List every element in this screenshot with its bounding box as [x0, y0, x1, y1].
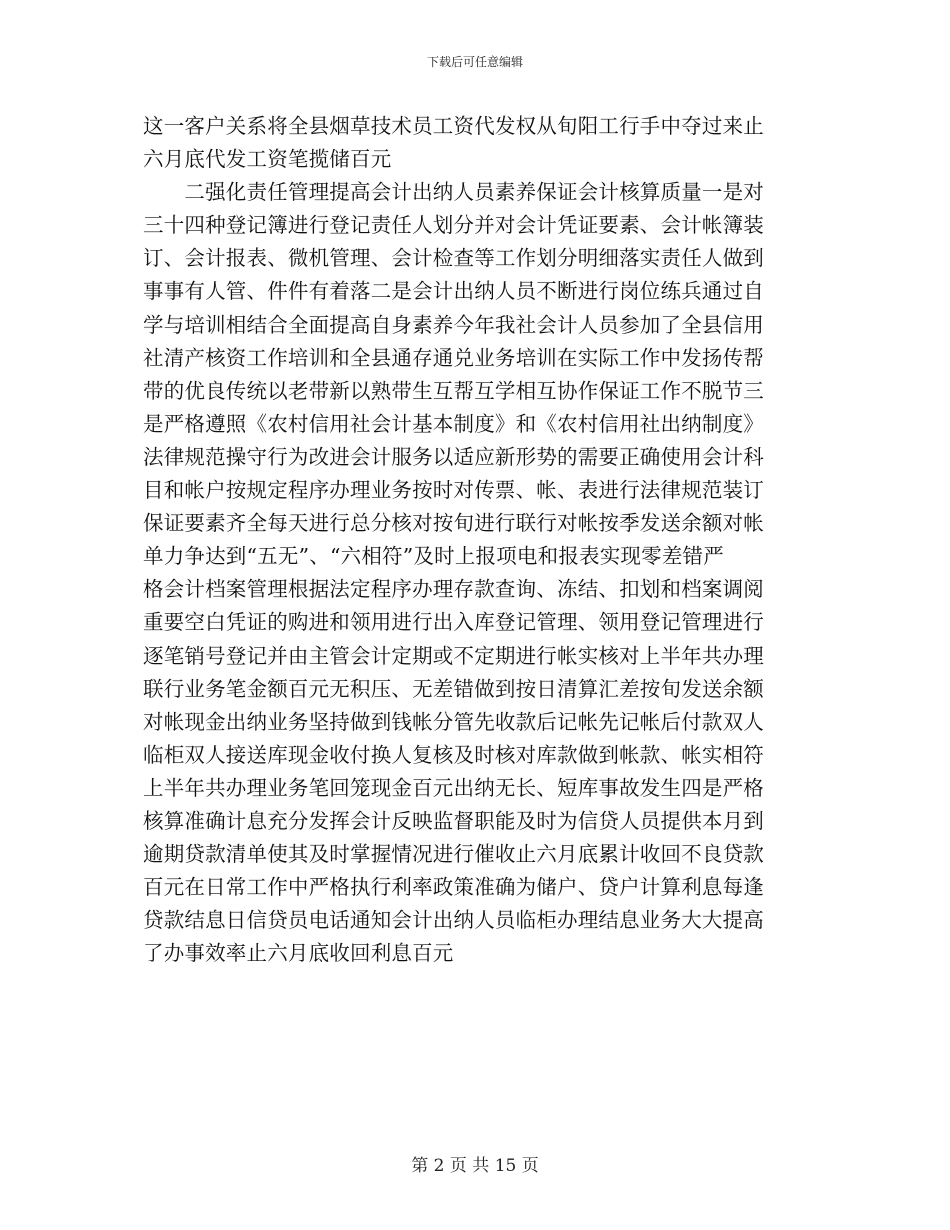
- text-line: 三十四种登记簿进行登记责任人划分并对会计凭证要素、会计帐簿装: [143, 213, 764, 238]
- text-line: 逾期贷款清单使其及时掌握情况进行催收止六月底累计收回不良贷款: [143, 842, 764, 867]
- text-line: 临柜双人接送库现金收付换人复核及时核对库款做到帐款、帐实相符: [143, 742, 764, 767]
- text-line: 学与培训相结合全面提高自身素养今年我社会计人员参加了全县信用: [143, 312, 764, 337]
- text-line: 格会计档案管理根据法定程序办理存款查询、冻结、扣划和档案调阅: [143, 577, 764, 602]
- text-line: 单力争达到“五无”、“六相符”及时上报项电和报表实现零差错严: [143, 544, 724, 569]
- text-line: 事事有人管、件件有着落二是会计出纳人员不断进行岗位练兵通过自: [143, 279, 764, 304]
- text-line: 订、会计报表、微机管理、会计检查等工作划分明细落实责任人做到: [143, 246, 764, 271]
- text-line: 六月底代发工资笔揽储百元: [143, 147, 392, 172]
- text-line: 了办事效率止六月底收回利息百元: [143, 941, 454, 966]
- text-line: 目和帐户按规定程序办理业务按时对传票、帐、表进行法律规范装订: [143, 478, 764, 503]
- text-line: 二强化责任管理提高会计出纳人员素养保证会计核算质量一是对: [143, 180, 764, 205]
- text-line: 百元在日常工作中严格执行利率政策准确为储户、贷户计算利息每逢: [143, 875, 764, 900]
- text-line: 社清产核资工作培训和全县通存通兑业务培训在实际工作中发扬传帮: [143, 345, 764, 370]
- text-line: 核算准确计息充分发挥会计反映监督职能及时为信贷人员提供本月到: [143, 808, 764, 833]
- page-header: 下载后可任意编辑: [426, 55, 523, 69]
- text-line: 是严格遵照《农村信用社会计基本制度》和《农村信用社出纳制度》: [143, 411, 764, 436]
- document-body: [143, 110, 803, 970]
- text-line: 这一客户关系将全县烟草技术员工资代发权从旬阳工行手中夺过来止: [143, 114, 764, 138]
- text-line: 重要空白凭证的购进和领用进行出入库登记管理、领用登记管理进行: [143, 610, 764, 635]
- page-number-footer: 第 2 页 共 15 页: [411, 1156, 539, 1176]
- text-line: 贷款结息日信贷员电话通知会计出纳人员临柜办理结息业务大大提高: [143, 908, 764, 933]
- text-line: 带的优良传统以老带新以熟带生互帮互学相互协作保证工作不脱节三: [143, 378, 764, 403]
- text-line: 上半年共办理业务笔回笼现金百元出纳无长、短库事故发生四是严格: [143, 775, 764, 800]
- text-line: 逐笔销号登记并由主管会计定期或不定期进行帐实核对上半年共办理: [143, 643, 764, 668]
- text-line: 对帐现金出纳业务坚持做到钱帐分管先收款后记帐先记帐后付款双人: [143, 709, 764, 734]
- text-line: 保证要素齐全每天进行总分核对按旬进行联行对帐按季发送余额对帐: [143, 511, 764, 536]
- text-line: 联行业务笔金额百元无积压、无差错做到按日清算汇差按旬发送余额: [143, 676, 764, 701]
- text-line: 法律规范操守行为改进会计服务以适应新形势的需要正确使用会计科: [143, 444, 764, 469]
